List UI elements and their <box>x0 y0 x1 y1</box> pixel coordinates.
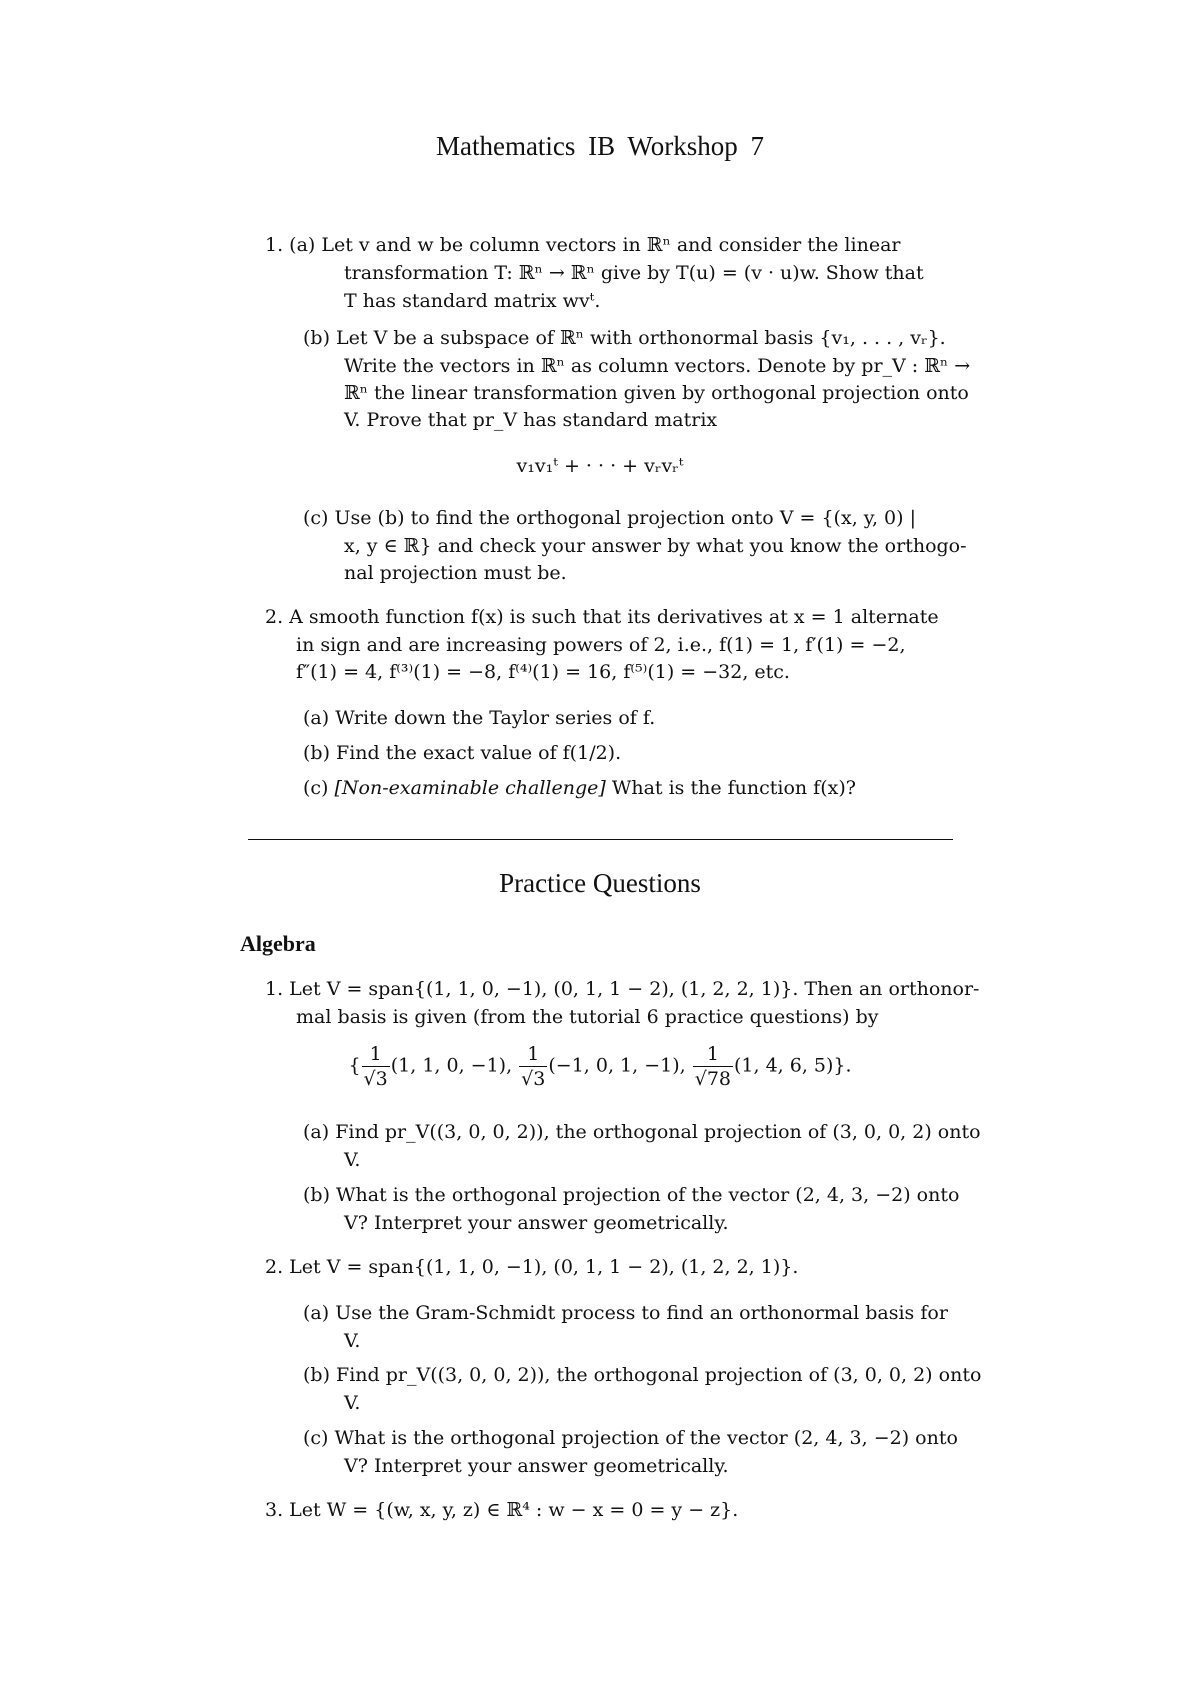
fraction-1-numerator: 1 <box>369 1043 382 1065</box>
q2b-line: (b) Find the exact value of f(1/2). <box>303 742 622 764</box>
p2a-line-1: (a) Use the Gram-Schmidt process to find an orthonormal basis for <box>303 1302 948 1324</box>
q1a-line-2: transformation T: ℝⁿ → ℝⁿ give by T(u) = (v · u)w. Show that <box>344 262 924 284</box>
basis-fraction-3 <box>693 1042 733 1091</box>
section-divider <box>248 839 953 840</box>
fraction-3-numerator: 1 <box>706 1043 719 1065</box>
basis-fraction-1 <box>362 1042 390 1091</box>
basis-vector-1: (1, 1, 0, −1), <box>390 1054 513 1077</box>
q1a-line-1: 1. (a) Let v and w be column vectors in ℝⁿ and consider the linear <box>265 234 901 256</box>
p2-line-1: 2. Let V = span{(1, 1, 0, −1), (0, 1, 1 − 2), (1, 2, 2, 1)}. <box>265 1256 799 1278</box>
fraction-1-denominator: √3 <box>363 1068 388 1090</box>
basis-vector-3: (1, 4, 6, 5)}. <box>734 1054 852 1077</box>
basis-open-brace: { <box>348 1054 361 1077</box>
q1b-line-2: Write the vectors in ℝⁿ as column vectors. Denote by pr_V : ℝⁿ → <box>344 355 971 377</box>
p2b-line-2: V. <box>344 1392 361 1414</box>
q2-line-1: 2. A smooth function f(x) is such that its derivatives at x = 1 alternate <box>265 606 939 628</box>
p1b-line-1: (b) What is the orthogonal projection of the vector (2, 4, 3, −2) onto <box>303 1184 960 1206</box>
q2-line-3: f″(1) = 4, f⁽³⁾(1) = −8, f⁽⁴⁾(1) = 16, f⁽⁵⁾(1) = −32, etc. <box>296 661 790 683</box>
p1b-line-2: V? Interpret your answer geometrically. <box>344 1212 729 1234</box>
q2c-line <box>303 775 856 801</box>
q2c-text: What is the function f(x)? <box>605 777 856 799</box>
p1-basis-formula <box>0 1042 1200 1091</box>
p2c-line-2: V? Interpret your answer geometrically. <box>344 1455 729 1477</box>
p2a-line-2: V. <box>344 1330 361 1352</box>
q1c-line-3: nal projection must be. <box>344 562 567 584</box>
fraction-2-denominator: √3 <box>521 1068 546 1090</box>
q2a-line: (a) Write down the Taylor series of f. <box>303 707 656 729</box>
practice-heading: Practice Questions <box>499 868 701 898</box>
p3-line-1: 3. Let W = {(w, x, y, z) ∈ ℝ⁴ : w − x = 0 = y − z}. <box>265 1499 739 1521</box>
basis-fraction-2 <box>519 1042 547 1091</box>
q2c-italic-note: [Non-examinable challenge] <box>334 777 606 799</box>
basis-vector-2: (−1, 0, 1, −1), <box>548 1054 686 1077</box>
q1a-line-3: T has standard matrix wvᵗ. <box>344 290 601 312</box>
p1a-line-1: (a) Find pr_V((3, 0, 0, 2)), the orthogonal projection of (3, 0, 0, 2) onto <box>303 1121 981 1143</box>
p1a-line-2: V. <box>344 1149 361 1171</box>
page-title: Mathematics IB Workshop 7 <box>435 131 765 161</box>
p1-line-2: mal basis is given (from the tutorial 6 practice questions) by <box>296 1006 879 1028</box>
p2b-line-1: (b) Find pr_V((3, 0, 0, 2)), the orthogonal projection of (3, 0, 0, 2) onto <box>303 1364 982 1386</box>
q1b-line-1: (b) Let V be a subspace of ℝⁿ with orthonormal basis {v₁, . . . , vᵣ}. <box>303 327 946 349</box>
p2c-line-1: (c) What is the orthogonal projection of the vector (2, 4, 3, −2) onto <box>303 1427 958 1449</box>
q1b-line-3: ℝⁿ the linear transformation given by orthogonal projection onto <box>344 382 969 404</box>
q1b-display-formula: v₁v₁ᵗ + · · · + vᵣvᵣᵗ <box>516 455 684 477</box>
q1c-line-2: x, y ∈ ℝ} and check your answer by what you know the orthogo- <box>344 535 967 557</box>
q2c-label: (c) <box>303 777 335 799</box>
q1b-line-4: V. Prove that pr_V has standard matrix <box>344 409 718 431</box>
q1c-line-1: (c) Use (b) to find the orthogonal projection onto V = {(x, y, 0) | <box>303 507 917 529</box>
algebra-heading: Algebra <box>240 931 316 956</box>
p1-line-1: 1. Let V = span{(1, 1, 0, −1), (0, 1, 1 − 2), (1, 2, 2, 1)}. Then an orthonor- <box>265 978 980 1000</box>
q2-line-2: in sign and are increasing powers of 2, i.e., f(1) = 1, f′(1) = −2, <box>296 634 906 656</box>
fraction-2-numerator: 1 <box>527 1043 540 1065</box>
fraction-3-denominator: √78 <box>694 1068 732 1090</box>
